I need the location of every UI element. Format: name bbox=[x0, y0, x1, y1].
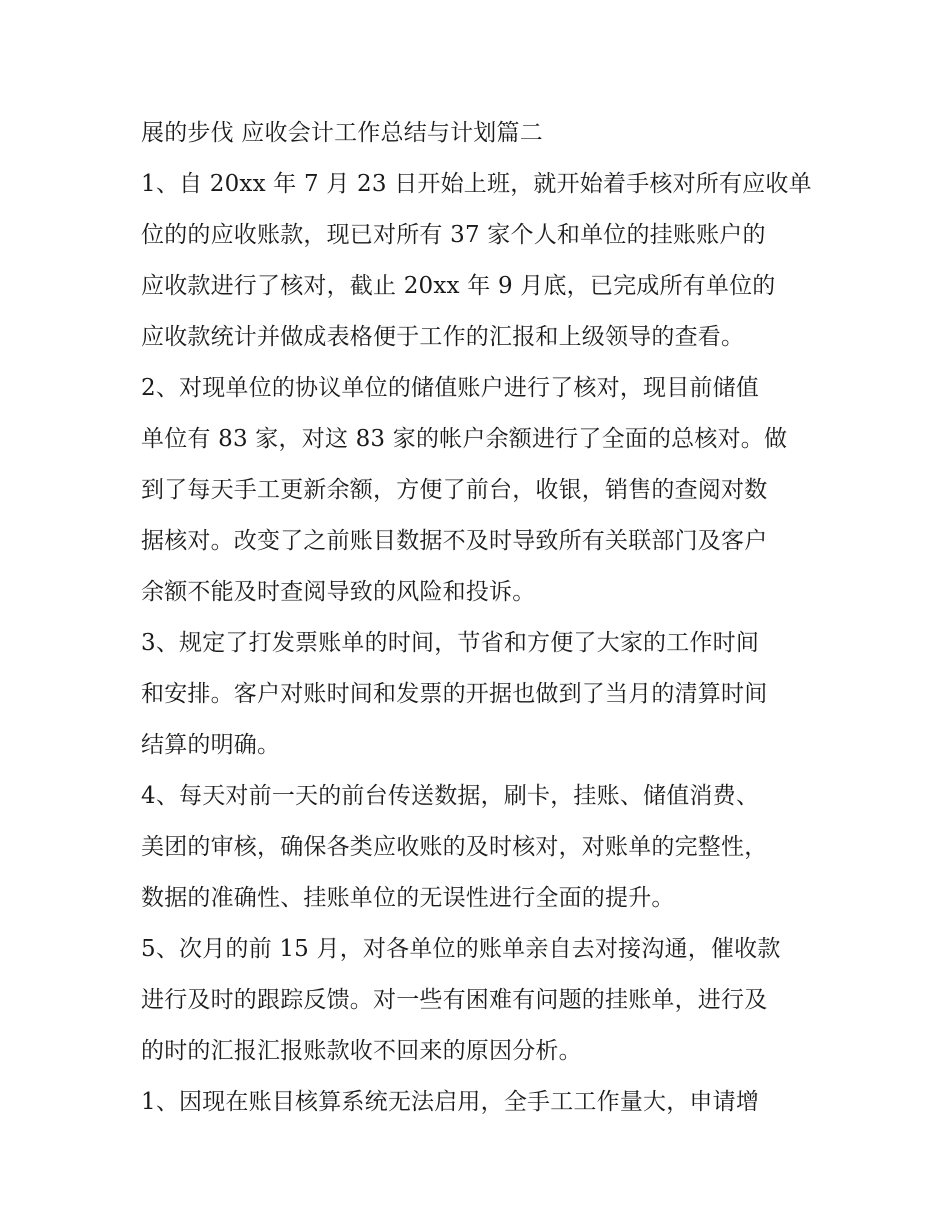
text-line: 位的的应收账款，现已对所有 37 家个人和单位的挂账账户的 bbox=[141, 222, 766, 248]
text-line: 5、次月的前 15 月，对各单位的账单亲自去对接沟通，催收款 bbox=[141, 936, 781, 962]
text-line: 应收款统计并做成表格便于工作的汇报和上级领导的查看。 bbox=[141, 324, 745, 350]
text-line: 数据的准确性、挂账单位的无误性进行全面的提升。 bbox=[141, 885, 675, 911]
text-line: 1、因现在账目核算系统无法启用，全手工工作量大，申请增 bbox=[141, 1089, 760, 1115]
text-line: 据核对。改变了之前账目数据不及时导致所有关联部门及客户 bbox=[141, 528, 768, 554]
text-line: 到了每天手工更新余额，方便了前台，收银，销售的查阅对数 bbox=[141, 477, 768, 503]
text-line: 余额不能及时查阅导致的风险和投诉。 bbox=[141, 579, 536, 605]
text-line: 和安排。客户对账时间和发票的开据也做到了当月的清算时间 bbox=[141, 681, 768, 707]
text-line: 2、对现单位的协议单位的储值账户进行了核对，现目前储值 bbox=[141, 375, 760, 401]
text-line: 美团的审核，确保各类应收账的及时核对，对账单的完整性， bbox=[141, 834, 768, 860]
text-line: 应收款进行了核对，截止 20xx 年 9 月底，已完成所有单位的 bbox=[141, 273, 776, 299]
text-line: 单位有 83 家，对这 83 家的帐户余额进行了全面的总核对。做 bbox=[141, 426, 788, 452]
heading-line: 展的步伐 应收会计工作总结与计划篇二 bbox=[141, 120, 543, 146]
text-line: 3、规定了打发票账单的时间，节省和方便了大家的工作时间 bbox=[141, 630, 760, 656]
text-line: 1、自 20xx 年 7 月 23 日开始上班，就开始着手核对所有应收单 bbox=[141, 171, 812, 197]
text-line: 结算的明确。 bbox=[141, 732, 281, 758]
text-line: 4、每天对前一天的前台传送数据，刷卡，挂账、储值消费、 bbox=[141, 783, 760, 809]
text-line: 进行及时的跟踪反馈。对一些有困难有问题的挂账单，进行及 bbox=[141, 987, 768, 1013]
text-line: 的时的汇报汇报账款收不回来的原因分析。 bbox=[141, 1038, 582, 1064]
document-body bbox=[141, 108, 821, 1128]
